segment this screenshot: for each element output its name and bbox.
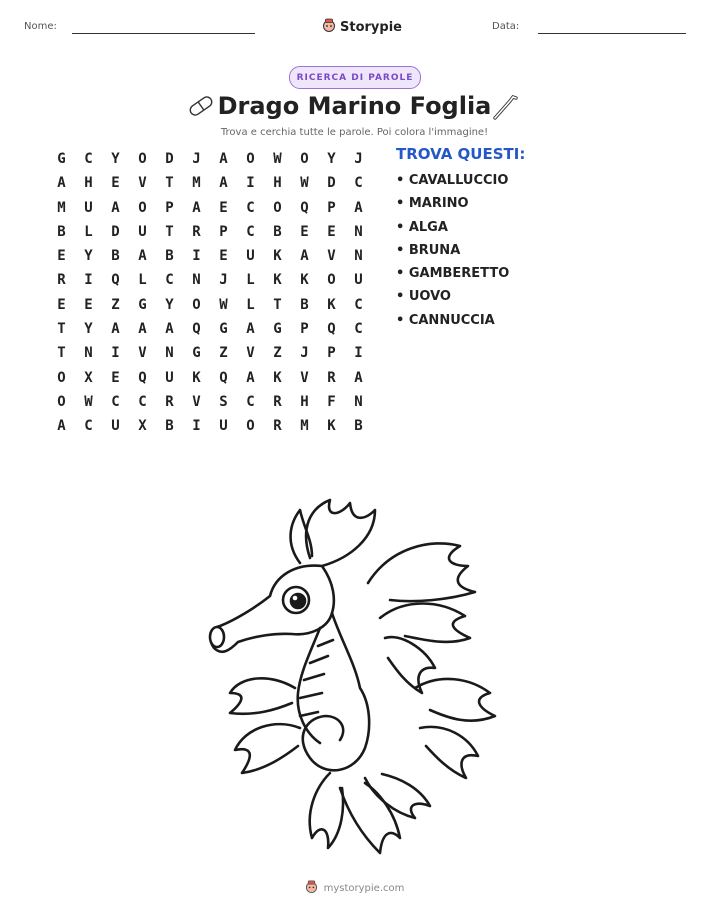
footer — [0, 880, 709, 896]
grid-cell[interactable]: T — [165, 175, 174, 192]
grid-cell[interactable]: V — [246, 345, 255, 362]
grid-cell[interactable]: X — [138, 418, 147, 435]
grid-cell[interactable]: E — [219, 248, 228, 265]
grid-cell[interactable]: Q — [138, 369, 147, 386]
grid-cell[interactable]: P — [327, 199, 336, 216]
page-header — [0, 18, 709, 42]
grid-cell[interactable]: T — [57, 345, 66, 362]
grid-cell[interactable]: V — [300, 369, 309, 386]
grid-cell[interactable]: C — [84, 418, 93, 435]
category-badge: RICERCA DI PAROLE — [289, 66, 421, 89]
grid-cell[interactable]: A — [246, 369, 255, 386]
grid-cell[interactable]: I — [192, 418, 201, 435]
grid-cell[interactable]: Z — [111, 296, 120, 313]
grid-cell[interactable]: E — [327, 223, 336, 240]
grid-cell[interactable]: R — [273, 418, 282, 435]
grid-cell[interactable]: O — [327, 272, 336, 289]
grid-cell[interactable]: Y — [327, 151, 336, 167]
grid-cell[interactable]: I — [192, 248, 201, 265]
grid-cell[interactable]: N — [354, 223, 363, 240]
grid-cell[interactable]: I — [354, 345, 363, 362]
grid-cell[interactable]: B — [111, 248, 120, 265]
word-item: • UOVO — [396, 289, 451, 305]
grid-cell[interactable]: K — [327, 418, 336, 435]
grid-cell[interactable]: O — [138, 199, 147, 216]
grid-cell[interactable]: Y — [84, 248, 93, 265]
grid-cell[interactable]: L — [138, 272, 147, 289]
word-item: • BRUNA — [396, 242, 461, 258]
grid-cell[interactable]: W — [219, 296, 228, 313]
grid-cell[interactable]: R — [57, 272, 66, 289]
grid-cell[interactable]: B — [165, 418, 174, 435]
grid-cell[interactable]: Y — [111, 151, 120, 167]
grid-cell[interactable]: E — [57, 296, 66, 313]
grid-cell[interactable]: J — [354, 151, 363, 167]
grid-cell[interactable]: V — [138, 345, 147, 362]
grid-cell[interactable]: C — [246, 223, 255, 240]
grid-cell[interactable]: P — [300, 321, 309, 338]
grid-cell[interactable]: Q — [300, 199, 309, 216]
storypie-logo-icon — [322, 18, 336, 36]
grid-cell[interactable]: R — [273, 393, 282, 410]
grid-cell[interactable]: H — [84, 175, 93, 192]
grid-cell[interactable]: A — [111, 321, 120, 338]
grid-cell[interactable]: M — [57, 199, 66, 216]
grid-cell[interactable]: I — [111, 345, 120, 362]
grid-cell[interactable]: E — [111, 175, 120, 192]
grid-cell[interactable]: A — [300, 248, 309, 265]
grid-cell[interactable]: K — [192, 369, 201, 386]
grid-cell[interactable]: O — [57, 369, 66, 386]
grid-cell[interactable]: J — [219, 272, 228, 289]
grid-cell[interactable]: J — [300, 345, 309, 362]
grid-cell[interactable]: A — [111, 199, 120, 216]
word-list — [396, 171, 509, 334]
grid-cell[interactable]: T — [273, 296, 282, 313]
word-list-title: TROVA QUESTI: — [396, 145, 526, 163]
grid-cell[interactable]: O — [246, 418, 255, 435]
grid-cell[interactable]: U — [138, 223, 147, 240]
word-item: • ALGA — [396, 219, 448, 235]
grid-cell[interactable]: N — [354, 248, 363, 265]
grid-cell[interactable]: O — [246, 151, 255, 167]
grid-cell[interactable]: A — [246, 321, 255, 338]
grid-cell[interactable]: Z — [219, 345, 228, 362]
grid-cell[interactable]: O — [57, 393, 66, 410]
grid-cell[interactable]: S — [219, 393, 228, 410]
grid-cell[interactable]: Q — [327, 321, 336, 338]
grid-cell[interactable]: C — [138, 393, 147, 410]
instructions: Trova e cerchia tutte le parole. Poi colora l'immagine! — [220, 127, 489, 138]
grid-cell[interactable]: D — [327, 175, 336, 192]
grid-cell[interactable]: R — [165, 393, 174, 410]
grid-cell[interactable]: V — [192, 393, 201, 410]
grid-cell[interactable]: A — [354, 199, 363, 216]
grid-cell[interactable]: N — [165, 345, 174, 362]
grid-cell[interactable]: W — [300, 175, 309, 192]
grid-cell[interactable]: A — [219, 151, 228, 167]
grid-cell[interactable]: T — [165, 223, 174, 240]
grid-cell[interactable]: B — [273, 223, 282, 240]
grid-cell[interactable]: O — [138, 151, 147, 167]
grid-cell[interactable]: A — [192, 199, 201, 216]
grid-cell[interactable]: B — [57, 223, 66, 240]
grid-cell[interactable]: R — [192, 223, 201, 240]
grid-cell[interactable]: Y — [165, 296, 174, 313]
grid-cell[interactable]: D — [111, 223, 120, 240]
grid-cell[interactable]: K — [273, 369, 282, 386]
brand-name: Storypie — [340, 19, 402, 35]
grid-cell[interactable]: E — [219, 199, 228, 216]
grid-cell[interactable]: G — [138, 296, 147, 313]
grid-cell[interactable]: E — [111, 369, 120, 386]
grid-cell[interactable]: C — [246, 393, 255, 410]
grid-cell[interactable]: P — [327, 345, 336, 362]
grid-cell[interactable]: A — [138, 321, 147, 338]
leafy-sea-dragon-illustration — [200, 488, 510, 872]
grid-cell[interactable]: F — [327, 393, 336, 410]
grid-cell[interactable]: U — [111, 418, 120, 435]
grid-cell[interactable]: N — [354, 393, 363, 410]
grid-cell[interactable]: D — [165, 151, 174, 167]
grid-cell[interactable]: G — [192, 345, 201, 362]
grid-cell[interactable]: V — [327, 248, 336, 265]
grid-cell[interactable]: W — [84, 393, 93, 410]
grid-cell[interactable]: G — [57, 151, 66, 167]
grid-cell[interactable]: E — [300, 223, 309, 240]
grid-cell[interactable]: Z — [273, 345, 282, 362]
grid-cell[interactable]: R — [327, 369, 336, 386]
grid-cell[interactable]: A — [219, 175, 228, 192]
name-line — [72, 33, 255, 34]
grid-cell[interactable]: C — [354, 321, 363, 338]
grid-cell[interactable]: O — [300, 151, 309, 167]
grid-cell[interactable]: O — [273, 199, 282, 216]
grid-cell[interactable]: U — [246, 248, 255, 265]
grid-cell[interactable]: A — [138, 248, 147, 265]
grid-cell[interactable]: C — [354, 175, 363, 192]
grid-cell[interactable]: E — [84, 296, 93, 313]
grid-cell[interactable]: C — [165, 272, 174, 289]
grid-cell[interactable]: V — [138, 175, 147, 192]
grid-cell[interactable]: B — [354, 418, 363, 435]
grid-cell[interactable]: C — [354, 296, 363, 313]
grid-cell[interactable]: T — [57, 321, 66, 338]
grid-cell[interactable]: K — [300, 272, 309, 289]
name-label: Nome: — [24, 21, 57, 32]
grid-cell[interactable]: L — [84, 223, 93, 240]
grid-cell[interactable]: N — [192, 272, 201, 289]
grid-cell[interactable]: J — [192, 151, 201, 167]
grid-cell[interactable]: K — [273, 272, 282, 289]
grid-cell[interactable]: B — [300, 296, 309, 313]
grid-cell[interactable]: G — [219, 321, 228, 338]
grid-cell[interactable]: L — [246, 296, 255, 313]
grid-cell[interactable]: Q — [111, 272, 120, 289]
brand — [322, 18, 402, 36]
grid-cell[interactable]: W — [273, 151, 282, 167]
grid-cell[interactable]: A — [57, 175, 66, 192]
date-line — [538, 33, 686, 34]
grid-cell[interactable]: X — [84, 369, 93, 386]
footer-url[interactable]: mystorypie.com — [323, 882, 405, 894]
grid-cell[interactable]: H — [300, 393, 309, 410]
word-item: • CAVALLUCCIO — [396, 173, 509, 188]
grid-cell[interactable]: P — [165, 199, 174, 216]
grid-cell[interactable]: C — [84, 151, 93, 167]
grid-cell[interactable]: I — [84, 272, 93, 289]
grid-cell[interactable]: B — [165, 248, 174, 265]
word-item: • GAMBERETTO — [396, 266, 510, 282]
grid-cell[interactable]: C — [246, 199, 255, 216]
grid-cell[interactable]: N — [84, 345, 93, 362]
grid-cell[interactable]: Q — [219, 369, 228, 386]
grid-cell[interactable]: L — [246, 272, 255, 289]
grid-cell[interactable]: A — [57, 418, 66, 435]
grid-cell[interactable]: O — [192, 296, 201, 313]
grid-cell[interactable]: H — [273, 175, 282, 192]
grid-cell[interactable]: U — [219, 418, 228, 435]
date-label: Data: — [492, 21, 520, 32]
storypie-logo-icon — [305, 880, 318, 896]
grid-cell[interactable]: Q — [192, 321, 201, 338]
page-title: Drago Marino Foglia — [217, 92, 492, 120]
grid-cell[interactable]: G — [273, 321, 282, 338]
word-search-grid — [48, 147, 372, 439]
grid-cell[interactable]: K — [327, 296, 336, 313]
straw-icon — [492, 94, 518, 124]
grid-cell[interactable]: Y — [84, 321, 93, 338]
grid-cell[interactable]: A — [354, 369, 363, 386]
grid-cell[interactable]: U — [165, 369, 174, 386]
grid-cell[interactable]: K — [273, 248, 282, 265]
grid-cell[interactable]: A — [165, 321, 174, 338]
grid-cell[interactable]: U — [354, 272, 363, 289]
word-item: • MARINO — [396, 196, 469, 212]
grid-cell[interactable]: P — [219, 223, 228, 240]
grid-cell[interactable]: U — [84, 199, 93, 216]
grid-cell[interactable]: E — [57, 248, 66, 265]
grid-cell[interactable]: I — [246, 175, 255, 192]
grid-cell[interactable]: M — [192, 175, 201, 192]
word-item: • CANNUCCIA — [396, 312, 495, 328]
grid-cell[interactable]: M — [300, 418, 309, 435]
grid-cell[interactable]: C — [111, 393, 120, 410]
